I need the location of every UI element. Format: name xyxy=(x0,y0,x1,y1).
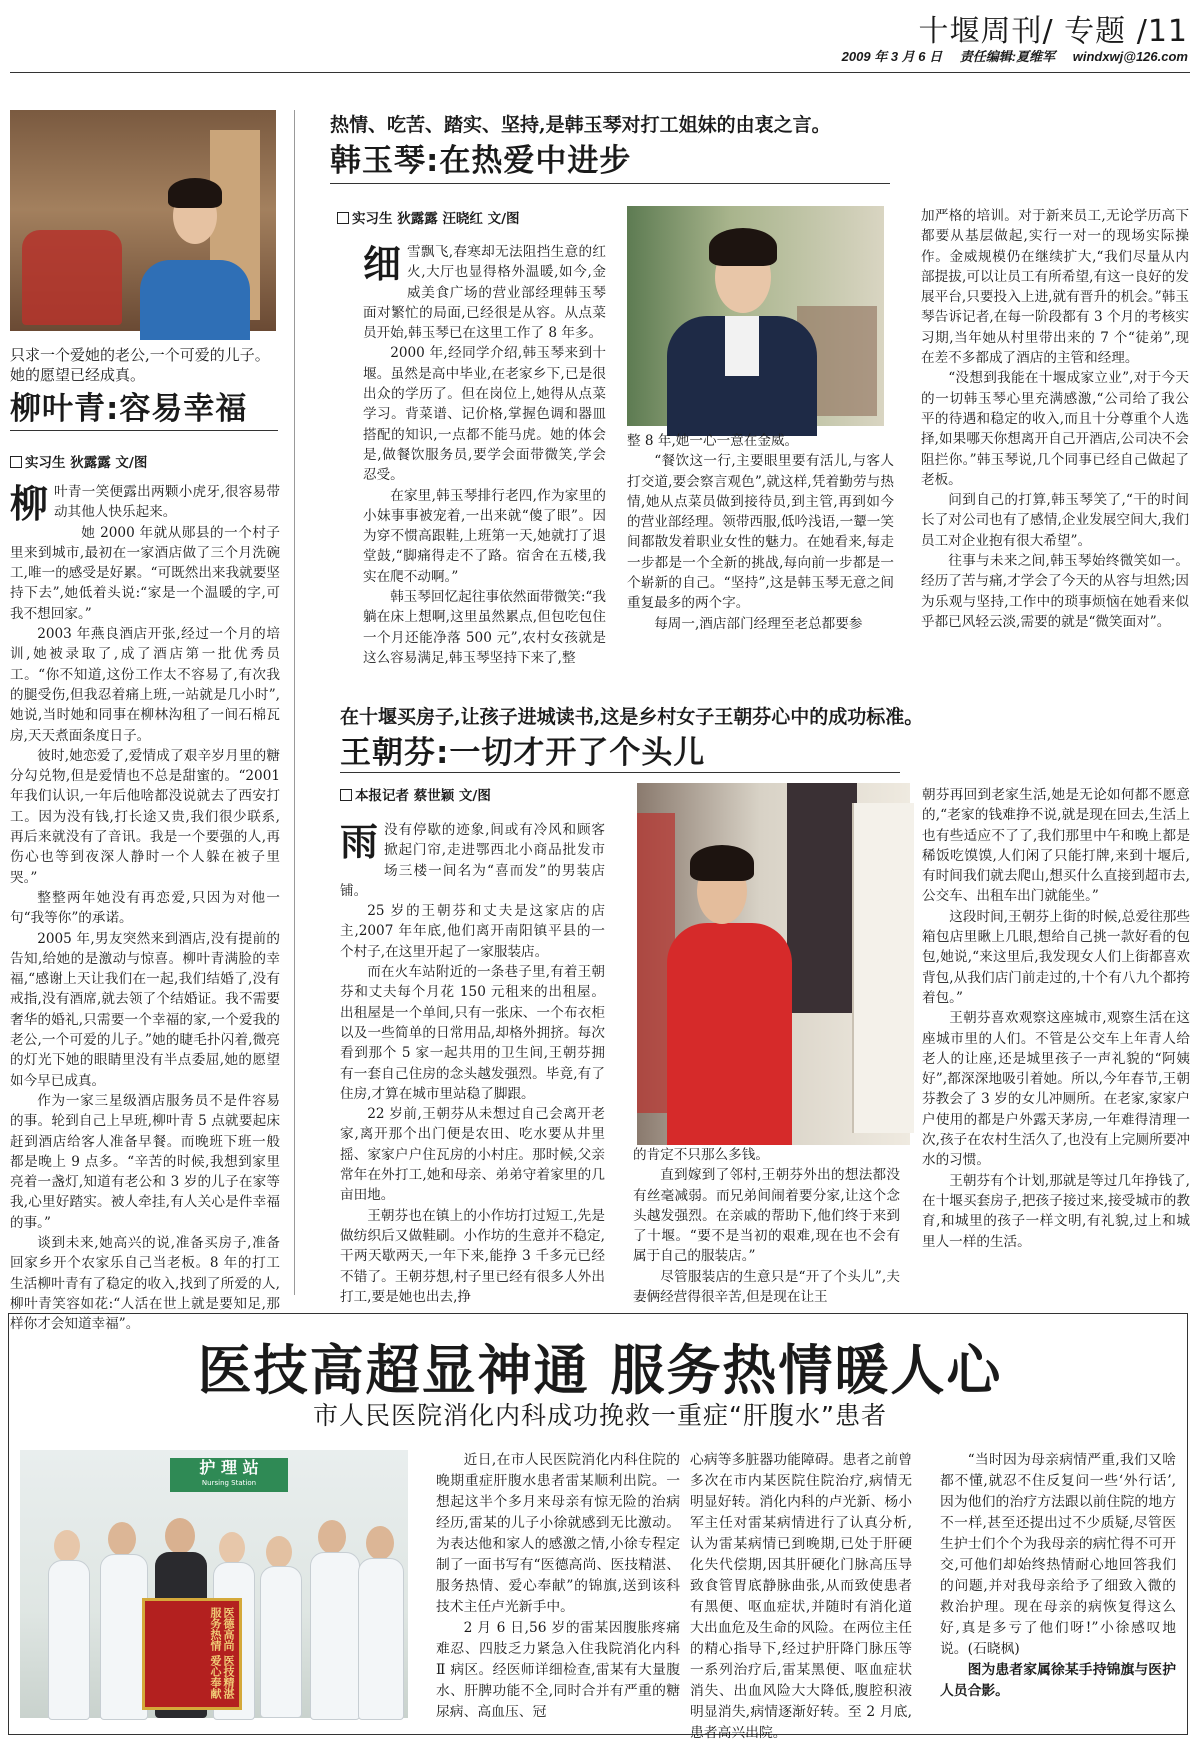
sign-text-en: Nursing Station xyxy=(201,1479,257,1487)
sofa-shape xyxy=(22,230,122,325)
paragraph: “没想到我能在十堰成家立业”,对于今天的一切韩玉琴心里充满感激,“公司给了我公平的待遇和稳定的收入,而且十分尊重个人选择,如果哪天你想离开自己开酒店,公司决不会阻拦你。”韩玉琴说,几个同事已经自己做起了老板。 xyxy=(921,370,1189,488)
feature-col3 xyxy=(940,1450,1176,1710)
hair-shape xyxy=(168,178,222,208)
story2-col1 xyxy=(363,242,606,666)
hair-shape xyxy=(690,845,754,881)
feature-title: 医技高超显神通 服务热情暖人心 xyxy=(197,1338,1003,1402)
story3-byline: 本报记者 蔡世颖 文/图 xyxy=(340,784,491,804)
white-coat-shape xyxy=(48,1560,90,1720)
paragraph: 而在火车站附近的一条巷子里,有着王朝芬和丈夫每个月花 150 元租来的出租屋。出租屋是一个单间,只有一张床、一个布衣柜以及一些简单的日常用品,却格外拥挤。每次看到那个 5 家一起共用的卫生间,王朝芬拥有一套自己住房的念头越发强烈。毕竟,有了住房,才算在城市里站稳了脚跟。 xyxy=(340,964,605,1102)
story3-col3 xyxy=(922,785,1190,1275)
photo-group xyxy=(20,1450,408,1718)
dropcap: 细 xyxy=(363,242,402,286)
story1-rule xyxy=(10,430,278,431)
editor-credit: 责任编辑:夏维军 xyxy=(959,49,1056,64)
paragraph: 没有停歇的迹象,间或有冷风和顾客掀起门帘,走进鄂西北小商品批发市场三楼一间名为“喜而发”的男装店铺。 xyxy=(340,822,605,899)
paragraph: 叶青一笑便露出两颗小虎牙,很容易带动其他人快乐起来。 xyxy=(54,484,280,521)
dropcap: 柳 xyxy=(10,482,49,526)
hanging-coats-shape xyxy=(787,783,857,1013)
story2-kicker: 热情、吃苦、踏实、坚持,是韩玉琴对打工姐妹的由衷之言。 xyxy=(330,114,831,136)
face-shape xyxy=(165,1518,195,1554)
story1-headline: 柳叶青:容易幸福 xyxy=(10,391,248,427)
paragraph: 她 2000 年就从郧县的一个村子里来到城市,最初在一家酒店做了三个月洗碗工,唯一的感受是好累。“可既然出来我就要坚持下去”,她低着头说:“家是一个温暖的字,可我不想回家。” xyxy=(10,524,280,622)
issue-meta xyxy=(828,46,1188,65)
paragraph: 的肯定不只那么多钱。 xyxy=(633,1147,769,1163)
paragraph: 心病等多脏器功能障碍。患者之前曾多次在市内某医院住院治疗,病情无明显好转。消化内科的卢光新、杨小军主任对雷某病情进行了认真分析,认为雷某病情已到晚期,已处于肝硬化失代偿期,因其肝硬化门脉高压导致食管胃底静脉曲张,从而致使患者有黑便、呕血症状,并随时有消化道大出血危及生命的风险。在两位主任的精心指导下,经过护肝降门脉压等一系列治疗后,雷某黑便、呕血症状消失、出血风险大大降低,腹腔积液明显消失,病情逐渐好转。至 2 月底,患者高兴出院。 xyxy=(690,1452,912,1741)
paragraph: “餐饮这一行,主要眼里要有活儿,与客人打交道,要会察言观色”,就这样,凭着勤劳与热情,她从点菜员做到接待员,到主管,再到如今的营业部经理。领带西服,低吟浅语,一颦一笑间都散发着职业女性的魅力。在她看来,每走一步都是一个全新的挑战,每向前一步都是一个崭新的自己。“坚持”,这是韩玉琴无意之间重复最多的两个字。 xyxy=(627,453,894,612)
dropcap: 雨 xyxy=(340,820,379,864)
story1-byline: 实习生 狄露露 文/图 xyxy=(10,451,147,471)
paragraph: 2003 年燕良酒店开张,经过一个月的培训,她被录取了,成了酒店第一批优秀员工。“你不知道,这份工作太不容易了,有次我的腿受伤,但我忍着痛上班,一站就是几小时”,她说,当时她和同事在柳林沟租了一间石棉瓦房,天天煮面条度日子。 xyxy=(10,626,280,744)
story3-col1 xyxy=(340,820,605,1305)
paragraph: 每周一,酒店部门经理至老总都要参 xyxy=(654,615,863,632)
header-rule xyxy=(10,72,1190,73)
paragraph: 在家里,韩玉琴排行老四,作为家里的小妹事事被宠着,一出来就“傻了眼”。因为穿不惯高跟鞋,上班第一天,她就打了退堂鼓,“脚痛得走不了路。宿舍在五楼,我实在爬不动啊。” xyxy=(363,487,606,585)
photo-han-yuqin xyxy=(627,206,884,426)
paragraph: 25 岁的王朝芬和丈夫是这家店的店主,2007 年年底,他们离开南阳镇平县的一个村子,在这里开起了一家服装店。 xyxy=(340,903,605,960)
white-coat-shape xyxy=(260,1566,302,1718)
face-shape xyxy=(318,1520,346,1554)
face-shape xyxy=(54,1530,80,1562)
face-shape xyxy=(366,1526,394,1560)
feature-col1 xyxy=(436,1450,680,1720)
white-coat-shape xyxy=(100,1554,148,1720)
paragraph: 加严格的培训。对于新来员工,无论学历高下都要从基层做起,实行一对一的现场实际操作。金威规模仍在继续扩大,“我们尽量从内部提拔,可以让员工有所希望,有这一良好的发展平台,只要投入上进,就有晋升的机会。”韩玉琴告诉记者,在每一阶段都有 3 个月的考核实习期,当年她从村里带出来的 7 个“徒弟”,现在差不多都成了酒店的主管和经理。 xyxy=(921,208,1189,367)
story2-rule xyxy=(330,183,890,184)
paragraph: 作为一家三星级酒店服务员不是件容易的事。轮到自己上早班,柳叶青 5 点就要起床赶到酒店给客人准备早餐。而晚班下班一般都是晚上 9 点多。“辛苦的时候,我想到家里亮着一盏灯,知道有老公和 3 岁的儿子在家等我,心里好踏实。被人牵挂,有人关心是件幸福的事。” xyxy=(10,1092,280,1231)
paragraph: 雪飘飞,春寒却无法阻挡生意的红火,大厅也显得格外温暖,如今,金威美食广场的营业部经理韩玉琴面对繁忙的局面,已经很是从容。从点菜员开始,韩玉琴已在这里工作了 8 年多。 xyxy=(363,244,606,342)
column-divider xyxy=(294,110,295,1295)
paragraph: 王朝芬有个计划,那就是等过几年挣钱了,在十堰买套房子,把孩子接过来,接受城市的教育,和城里的孩子一样文明,有礼貌,过上和城里人一样的生活。 xyxy=(922,1172,1190,1250)
shirt-shape xyxy=(725,316,759,376)
sign-text: 护 理 站 xyxy=(199,1458,259,1477)
story3-col2 xyxy=(633,1145,900,1306)
photo-caption: 图为患者家属徐某手持锦旗与医护人员合影。 xyxy=(940,1662,1176,1699)
paragraph: 近日,在市人民医院消化内科住院的晚期重症肝腹水患者雷某顺利出院。一想起这半个多月来母亲有惊无险的治病经历,雷某的儿子小徐就感到无比激动。为表达他和家人的感激之情,小徐专程定制了一面书写有“医德高尚、医技精湛、服务热情、爱心奉献”的锦旗,送到该科技术主任卢光新手中。 xyxy=(436,1452,680,1615)
paragraph: 2 月 6 日,56 岁的雷某因腹胀疼痛难忍、四肢乏力紧急入住我院消化内科 Ⅱ 病区。经医师详细检查,雷某有大量腹水、肝脾功能不全,同时合并有严重的糖尿病、高血压、冠 xyxy=(436,1620,680,1720)
face-shape xyxy=(219,1532,245,1564)
photo-caption: 只求一个爱她的老公,一个可爱的儿子。她的愿望已经成真。 xyxy=(10,346,270,384)
story3-kicker: 在十堰买房子,让孩子进城读书,这是乡村女子王朝芬心中的成功标准。 xyxy=(340,706,924,728)
editor-email: windxwj@126.com xyxy=(1072,49,1188,64)
feature-subtitle: 市人民医院消化内科成功挽救一重症“肝腹水”患者 xyxy=(313,1401,887,1430)
paragraph: 尽管服装店的生意只是“开了个头儿”,夫妻俩经营得很辛苦,但是现在让王 xyxy=(633,1268,900,1306)
story2-col2 xyxy=(627,431,894,643)
paragraph: 往事与未来之间,韩玉琴始终微笑如一。经历了苦与痛,才学会了今天的从容与坦然;因为乐观与坚持,工作中的琐事烦恼在她看来似乎都已风轻云淡,需要的就是“微笑面对”。 xyxy=(921,553,1189,630)
paragraph: 2000 年,经同学介绍,韩玉琴来到十堰。虽然是高中毕业,在老家乡下,已是很出众的学历了。但在岗位上,她得从点菜学习。背菜谱、记价格,掌握色调和器皿搭配的知识,一点都不能马虎。她的体会是,做餐饮服务员,要学会面带微笑,学会忍受。 xyxy=(363,345,606,484)
story3-rule xyxy=(340,772,900,773)
nursing-station-sign xyxy=(170,1458,288,1492)
white-shirts-shape xyxy=(852,803,914,1133)
paragraph: 22 岁前,王朝芬从未想过自己会离开老家,离开那个出门便是农田、吃水要从井里摇、家家户户住瓦房的小村庄。那时候,父亲常年在外打工,她和母亲、弟弟守着家里的几亩田地。 xyxy=(340,1106,605,1204)
face-shape xyxy=(108,1522,136,1556)
paragraph: 王朝芬也在镇上的小作坊打过短工,先是做纺织后又做鞋刷。小作坊的生意并不稳定,干两天歇两天,一年下来,能挣 3 千多元已经不错了。王朝芬想,村子里已经有很多人外出打工,要是她也出去,挣 xyxy=(340,1207,605,1305)
white-coat-shape xyxy=(358,1558,404,1720)
story2-headline: 韩玉琴:在热爱中进步 xyxy=(330,143,632,179)
story1-body xyxy=(10,482,280,1333)
paragraph: 谈到未来,她高兴的说,准备买房子,准备回家乡开个农家乐自己当老板。8 年的打工生活柳叶青有了稳定的收入,找到了所爱的人,柳叶青笑容如花:“人活在世上就是要知足,那样你才会知道幸福”。 xyxy=(10,1234,280,1333)
paragraph: 韩玉琴回忆起往事依然面带微笑:“我躺在床上想啊,这里虽然累点,但包吃包住一个月还能净落 500 元”,农村女孩就是这么容易满足,韩玉琴坚持下来了,整 xyxy=(363,589,606,666)
paragraph: 朝芬再回到老家生活,她是无论如何都不愿意的,“老家的钱难挣不说,就是现在回去,生活上也有些适应不了了,我们那里中午和晚上都是稀饭吃馍馍,人们闲了只能打牌,来到十堰后,有时间我们就去爬山,想买什么直接到超市去,公交车、出租车出门就能坐。” xyxy=(922,787,1190,905)
white-coat-shape xyxy=(310,1552,360,1720)
paragraph: 这段时间,王朝芬上街的时候,总爱往那些箱包店里瞅上几眼,想给自己挑一款好看的包包,她说,“来这里后,我发现女人们上街都喜欢背包,从我们店门前走过的,十个有八九个都挎着包。” xyxy=(922,908,1190,1006)
paragraph: 王朝芬喜欢观察这座城市,观察生活在这座城市里的人们。不管是公交车上年青人给老人的让座,还是城里孩子一声礼貌的“阿姨好”,都深深地吸引着她。所以,今年春节,王朝芬教会了 3 岁的女儿冲厕所。在老家,家家户户使用的都是户外露天茅房,一年难得清理一次,孩子在农村生活久了,也没有上完厕所要冲水的习惯。 xyxy=(922,1010,1190,1169)
uniform-shape xyxy=(140,260,250,340)
paragraph: 2005 年,男友突然来到酒店,没有提前的告知,给她的是激动与惊喜。柳叶青满脸的幸福,“感谢上天让我们在一起,我们结婚了,没有戒指,没有酒席,就去领了个结婚证。我不需要奢华的婚礼,只需要一个幸福的家,一个爱我的老公,一个可爱的儿子。”她的睫毛扑闪着,微亮的灯光下她的眼睛里没有半点委屈,她的愿望如今早已成真。 xyxy=(10,930,280,1089)
face-shape xyxy=(266,1536,292,1568)
paragraph: “当时因为母亲病情严重,我们又啥都不懂,就忍不住反复问一些‘外行话’,因为他们的治疗方法跟以前住院的地方不一样,甚至还提出过不少质疑,尽管医生护士们个个为我母亲的病忙得不可开交,可他们却始终热情耐心地回答我们的问题,并对我母亲给予了细致入微的救治护理。现在母亲的病恢复得这么好,真是多亏了他们呀!”小徐感叹地说。(石晓枫) xyxy=(940,1452,1176,1657)
photo-wang-chaofen xyxy=(637,783,910,1145)
hair-shape xyxy=(709,228,777,266)
paragraph: 直到嫁到了邻村,王朝芬外出的想法都没有丝毫减弱。而兄弟间闹着要分家,让这个念头越发强烈。在亲戚的帮助下,他们终于来到了十堰。“要不是当初的艰难,现在也不会有属于自己的服装店。” xyxy=(633,1167,900,1265)
paragraph: 整 8 年,她一心一意在金威。 xyxy=(627,433,799,449)
paragraph: 彼时,她恋爱了,爱情成了艰辛岁月里的糖分勾兑物,但是爱情也不总是甜蜜的。“2001 年我们认识,一年后他啥都没说就去了西安打工。因为没有钱,打长途又贵,我们很少联系,再后来就没有了音讯。我是一个要强的人,再伤心也等到夜深人静时一个人躲在被子里哭。” xyxy=(10,747,280,886)
red-coat-shape xyxy=(667,923,792,1145)
feature-col2 xyxy=(690,1450,912,1741)
story2-byline: 实习生 狄露露 汪晓红 文/图 xyxy=(337,207,520,227)
section-header: 十堰周刊/ 专题 /11 xyxy=(918,14,1188,49)
silk-banner: 医德高尚 医技精湛 服务热情 爱心奉献 xyxy=(142,1598,242,1710)
story3-headline: 王朝芬:一切才开了个头儿 xyxy=(340,735,706,771)
photo-liu-yeqing xyxy=(10,110,276,331)
paragraph: 问到自己的打算,韩玉琴笑了,“干的时间长了对公司也有了感情,企业发展空间大,我们员工对企业抱有很大希望”。 xyxy=(921,492,1189,549)
issue-date: 2009 年 3 月 6 日 xyxy=(841,49,943,64)
paragraph: 整整两年她没有再恋爱,只因为对他一句“我等你”的承诺。 xyxy=(10,889,280,927)
story2-col3 xyxy=(921,206,1189,641)
